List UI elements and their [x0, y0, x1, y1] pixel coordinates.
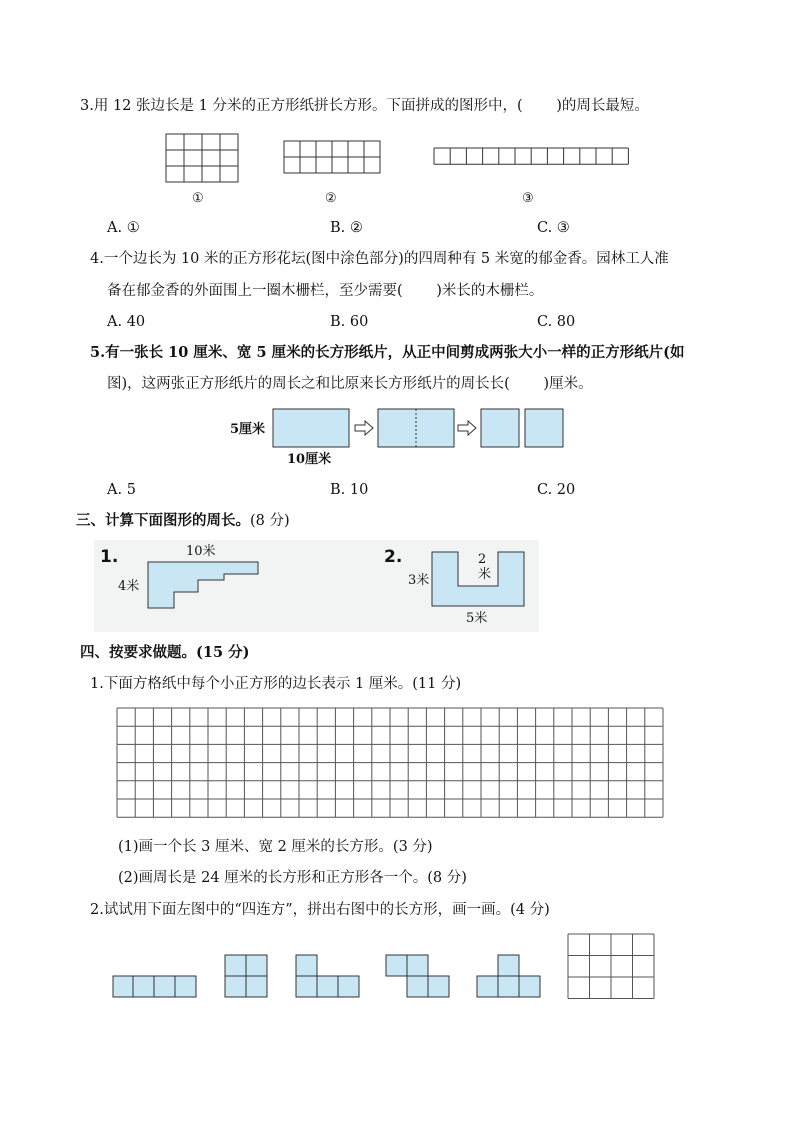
section3-fig1-left-label: 4米	[118, 579, 140, 594]
s4-q2-target-rectangle-grid	[568, 934, 654, 999]
tetromino-o	[225, 955, 267, 997]
q3-text: 3.用 12 张边长是 1 分米的正方形纸拼长方形。下面拼成的图形中，( )的周长最短。	[80, 98, 649, 114]
q5-square-1	[481, 409, 519, 447]
q3-fig1-rect-4x3	[166, 134, 238, 182]
q3-option-b: B. ②	[330, 220, 363, 236]
section3-title: 三、计算下面图形的周长。	[76, 512, 250, 529]
s4-q1-text: 1.下面方格纸中每个小正方形的边长表示 1 厘米。(11 分)	[90, 676, 462, 692]
q4-option-c: C. 80	[537, 314, 576, 330]
s4-q2-text: 2.试试用下面左图中的“四连方”，拼出右图中的长方形，画一画。(4 分)	[90, 902, 550, 918]
section3-figures	[94, 540, 539, 632]
arrow-right-icon	[458, 421, 476, 435]
tetromino-i	[113, 976, 196, 997]
section3-fig2-left-label: 3米	[408, 573, 430, 588]
tetromino-l	[296, 955, 359, 997]
section3-fig1-number: 1.	[100, 547, 119, 567]
s4-q1-grid-paper[interactable]	[115, 706, 665, 826]
q4-line2: 备在郁金香的外面围上一圈木栅栏，至少需要( )米长的木栅栏。	[107, 283, 544, 299]
q3-fig-label-1: ①	[192, 191, 204, 206]
section3-heading	[76, 512, 290, 530]
q5-original-rect	[273, 409, 349, 447]
section3-fig2-number: 2.	[384, 547, 403, 567]
s4-q1-sub1: (1)画一个长 3 厘米、宽 2 厘米的长方形。(3 分)	[118, 839, 433, 855]
q3-figures	[160, 130, 640, 210]
q5-square-2	[525, 409, 563, 447]
q3-option-a: A. ①	[107, 220, 140, 236]
s4-q2-figures	[110, 930, 660, 1002]
q5-line1: 5.有一张长 10 厘米、宽 5 厘米的长方形纸片，从正中间剪成两张大小一样的正方形纸片(如	[90, 344, 685, 361]
q5-option-b: B. 10	[330, 482, 369, 498]
q5-option-a: A. 5	[107, 482, 136, 498]
q3-fig3-rect-12x1	[434, 148, 628, 164]
section3-fig1-top-label: 10米	[186, 544, 216, 559]
s4-q1-sub2: (2)画周长是 24 厘米的长方形和正方形各一个。(8 分)	[118, 870, 467, 886]
q5-figure	[225, 405, 575, 470]
q5-line2: 图)，这两张正方形纸片的周长之和比原来长方形纸片的周长长( )厘米。	[107, 376, 593, 392]
arrow-right-icon	[355, 421, 373, 435]
section4-title: 四、按要求做题。(15 分)	[80, 644, 250, 661]
section3-fig2-notch-label: 2 米	[478, 552, 492, 582]
q4-option-a: A. 40	[107, 314, 146, 330]
q3-fig2-rect-6x2	[284, 141, 380, 173]
tetromino-t	[477, 955, 540, 997]
q3-fig-label-3: ③	[522, 191, 534, 206]
q5-width-label: 5厘米	[230, 422, 266, 437]
q3-option-c: C. ③	[537, 220, 570, 236]
q3-fig-label-2: ②	[325, 191, 337, 206]
tetromino-z	[386, 955, 449, 997]
q5-option-c: C. 20	[537, 482, 576, 498]
q4-option-b: B. 60	[330, 314, 369, 330]
q4-line1: 4.一个边长为 10 米的正方形花坛(图中涂色部分)的四周种有 5 米宽的郁金香。园林工人准	[90, 251, 669, 267]
q5-length-label: 10厘米	[287, 452, 332, 467]
section3-score: (8 分)	[250, 513, 290, 529]
section3-fig2-bottom-label: 5米	[466, 611, 488, 626]
